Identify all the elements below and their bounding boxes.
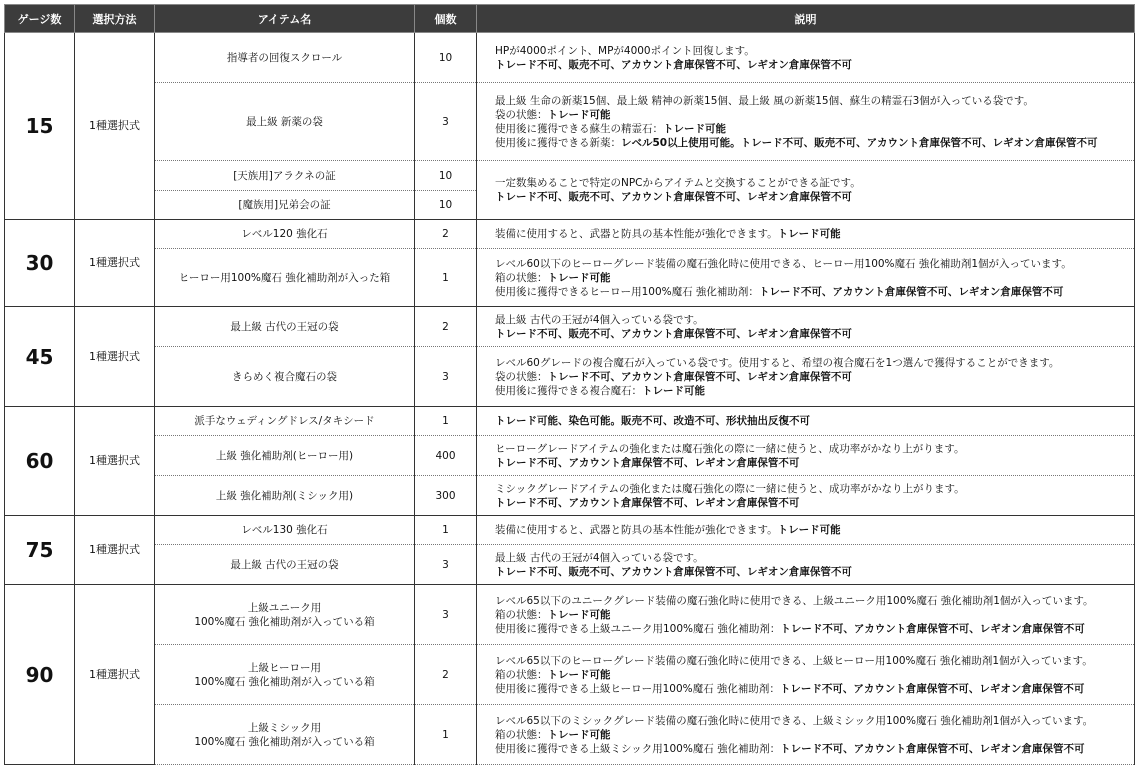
desc-bold-text: トレード不可、アカウント倉庫保管不可、レギオン倉庫保管不可 [780, 622, 1085, 635]
desc-bold-text: トレード可能 [547, 668, 611, 681]
gauge-value: 90 [5, 585, 75, 765]
desc-text: 一定数集めることで特定のNPCからアイテムと交換することができる証です。 [495, 177, 861, 189]
gauge-value: 45 [5, 307, 75, 407]
item-quantity: 300 [415, 476, 477, 516]
item-name [155, 476, 415, 516]
desc-text: 箱の状態： [495, 608, 548, 621]
desc-text: 使用後に獲得できる上級ミシック用100%魔石 強化補助剤： [495, 742, 781, 755]
item-quantity: 10 [415, 191, 477, 220]
desc-text: 装備に使用すると、武器と防具の基本性能が強化できます。 [495, 228, 778, 240]
selection-method: 1種選択式 [75, 307, 155, 407]
desc-bold-text: トレード可能 [547, 271, 611, 284]
desc-text: 使用後に獲得できる上級ヒーロー用100%魔石 強化補助剤： [495, 682, 780, 695]
desc-bold-text: トレード可能 [777, 228, 841, 240]
item-quantity: 1 [415, 249, 477, 307]
item-quantity: 1 [415, 705, 477, 765]
desc-text: 箱の状態： [495, 668, 548, 681]
item-name-text: 最上級 古代の王冠の袋 [230, 320, 339, 333]
item-quantity: 10 [415, 33, 477, 83]
desc-bold-text: トレード可能 [547, 608, 611, 621]
item-name [155, 436, 415, 476]
table-row [5, 545, 1135, 585]
item-name-text: 派手なウェディングドレス/タキシード [194, 415, 375, 427]
desc-text: 使用後に獲得できる上級ユニーク用100%魔石 強化補助剤： [495, 622, 781, 635]
desc-bold-text: トレード不可、アカウント倉庫保管不可、レギオン倉庫保管不可 [547, 370, 852, 383]
item-quantity: 3 [415, 83, 477, 161]
item-name [155, 516, 415, 545]
gauge-value: 15 [5, 33, 75, 220]
desc-bold-text: トレード不可、販売不可、アカウント倉庫保管不可、レギオン倉庫保管不可 [495, 327, 852, 340]
desc-bold-text: トレード不可、販売不可、アカウント倉庫保管不可、レギオン倉庫保管不可 [495, 565, 852, 578]
desc-text: ヒーローグレードアイテムの強化または魔石強化の際に一緒に使うと、成功率がかなり上がります。 [495, 442, 965, 455]
desc-bold-text: トレード可能 [663, 122, 726, 135]
item-name-text: 100%魔石 強化補助剤が入っている箱 [194, 735, 375, 748]
desc-text: 使用後に獲得できるヒーロー用100%魔石 強化補助剤： [495, 285, 759, 298]
desc-bold-text: トレード不可、販売不可、アカウント倉庫保管不可、レギオン倉庫保管不可 [495, 58, 852, 71]
desc-bold-text: トレード不可、アカウント倉庫保管不可、レギオン倉庫保管不可 [779, 682, 1085, 695]
table-row [5, 585, 1135, 645]
table-row [5, 161, 1135, 191]
table-row [5, 33, 1135, 83]
table-row [5, 220, 1135, 249]
desc-bold-text: トレード可能、染色可能。販売不可、改造不可、形状抽出反復不可 [495, 415, 810, 427]
item-name-text: 100%魔石 強化補助剤が入っている箱 [194, 675, 375, 688]
table-row [5, 249, 1135, 307]
desc-bold-text: トレード可能 [642, 384, 705, 397]
item-quantity: 10 [415, 161, 477, 191]
item-name-text: 100%魔石 強化補助剤が入っている箱 [194, 615, 375, 628]
table-row [5, 516, 1135, 545]
item-name-text: 上級ユニーク用 [247, 601, 322, 614]
table-row [5, 307, 1135, 347]
item-quantity: 3 [415, 585, 477, 645]
item-quantity: 3 [415, 347, 477, 407]
selection-method: 1種選択式 [75, 220, 155, 307]
desc-text: 使用後に獲得できる複合魔石： [495, 384, 642, 397]
item-quantity: 2 [415, 307, 477, 347]
item-quantity: 1 [415, 516, 477, 545]
desc-bold-text: トレード不可、アカウント倉庫保管不可、レギオン倉庫保管不可 [495, 456, 800, 469]
item-name [155, 307, 415, 347]
item-name [155, 347, 415, 407]
header-item: アイテム名 [155, 5, 415, 33]
item-description [477, 249, 1135, 307]
item-name [155, 191, 415, 220]
table-row [5, 476, 1135, 516]
gauge-value: 75 [5, 516, 75, 585]
desc-text: ミシックグレードアイテムの強化または魔石強化の際に一緒に使うと、成功率がかなり上がります。 [495, 482, 965, 495]
selection-method: 1種選択式 [75, 407, 155, 516]
selection-method: 1種選択式 [75, 585, 155, 765]
item-quantity: 2 [415, 220, 477, 249]
item-quantity: 400 [415, 436, 477, 476]
desc-text: HPが4000ポイント、MPが4000ポイント回復します。 [495, 44, 755, 57]
gauge-value: 30 [5, 220, 75, 307]
item-description [477, 585, 1135, 645]
item-name-text: 指導者の回復スクロール [226, 51, 343, 64]
item-description [477, 545, 1135, 585]
item-name [155, 645, 415, 705]
selection-method: 1種選択式 [75, 33, 155, 220]
item-description [477, 436, 1135, 476]
desc-text: 袋の状態： [495, 108, 548, 121]
item-description [477, 705, 1135, 765]
desc-bold-text: トレード不可、アカウント倉庫保管不可、レギオン倉庫保管不可 [495, 496, 800, 509]
desc-text: レベル65以下のヒーローグレード装備の魔石強化時に使用できる、上級ヒーロー用100%魔石 強化補助剤1個が入っています。 [495, 654, 1093, 667]
item-description [477, 307, 1135, 347]
item-description [477, 516, 1135, 545]
item-name-text: 最上級 古代の王冠の袋 [230, 558, 339, 571]
item-description [477, 33, 1135, 83]
item-name-text: 上級 強化補助剤(ヒーロー用) [215, 449, 354, 462]
item-description [477, 476, 1135, 516]
item-name [155, 545, 415, 585]
desc-text: レベル60以下のヒーローグレード装備の魔石強化時に使用できる、ヒーロー用100%魔石 強化補助剤1個が入っています。 [495, 257, 1072, 270]
desc-bold-text: トレード不可、アカウント倉庫保管不可、レギオン倉庫保管不可 [758, 285, 1064, 298]
item-quantity: 2 [415, 645, 477, 705]
table-row [5, 83, 1135, 161]
desc-text: レベル65以下のミシックグレード装備の魔石強化時に使用できる、上級ミシック用100%魔石 強化補助剤1個が入っています。 [495, 714, 1094, 727]
item-name-text: レベル130 強化石 [241, 524, 328, 536]
item-name-text: 上級 強化補助剤(ミシック用) [215, 489, 354, 502]
table-row [5, 645, 1135, 705]
desc-text: レベル65以下のユニークグレード装備の魔石強化時に使用できる、上級ユニーク用100%魔石 強化補助剤1個が入っています。 [495, 594, 1094, 607]
header-row [5, 5, 1135, 33]
item-name-text: 上級ミシック用 [247, 721, 322, 734]
item-quantity: 3 [415, 545, 477, 585]
table-row [5, 436, 1135, 476]
desc-text: 使用後に獲得できる蘇生の精霊石： [495, 122, 663, 135]
item-name [155, 220, 415, 249]
desc-text: 最上級 古代の王冠が4個入っている袋です。 [495, 551, 704, 564]
table-row [5, 407, 1135, 436]
desc-text: 箱の状態： [495, 271, 548, 284]
item-name [155, 249, 415, 307]
item-name [155, 407, 415, 436]
header-gauge: ゲージ数 [5, 5, 75, 33]
item-name-text: レベル120 強化石 [241, 228, 328, 240]
item-description [477, 645, 1135, 705]
item-name-text: きらめく複合魔石の袋 [232, 370, 337, 383]
header-qty: 個数 [415, 5, 477, 33]
desc-text: 最上級 生命の新薬15個、最上級 精神の新薬15個、最上級 風の新薬15個、蘇生の精霊石3個が入っている袋です。 [495, 94, 1034, 107]
desc-text: 箱の状態： [495, 728, 548, 741]
item-name [155, 705, 415, 765]
item-name [155, 161, 415, 191]
gauge-value: 60 [5, 407, 75, 516]
item-name-text: [天族用]アラクネの証 [233, 169, 336, 182]
desc-bold-text: トレード不可、販売不可、アカウント倉庫保管不可、レギオン倉庫保管不可 [495, 191, 852, 203]
item-description [477, 220, 1135, 249]
desc-text: 袋の状態： [495, 370, 548, 383]
reward-table [4, 4, 1135, 765]
header-method: 選択方法 [75, 5, 155, 33]
desc-bold-text: トレード可能 [777, 524, 841, 536]
item-quantity: 1 [415, 407, 477, 436]
desc-bold-text: トレード可能 [547, 108, 611, 121]
header-desc: 説明 [477, 5, 1135, 33]
table-row [5, 347, 1135, 407]
item-description [477, 161, 1135, 220]
item-name-text: [魔族用]兄弟会の証 [238, 199, 331, 211]
table-body [5, 33, 1135, 765]
item-name-text: ヒーロー用100%魔石 強化補助剤が入った箱 [178, 271, 391, 284]
desc-bold-text: トレード不可、アカウント倉庫保管不可、レギオン倉庫保管不可 [780, 742, 1085, 755]
item-name [155, 33, 415, 83]
item-name [155, 585, 415, 645]
desc-text: 使用後に獲得できる新薬： [495, 136, 621, 149]
desc-text: 最上級 古代の王冠が4個入っている袋です。 [495, 313, 704, 326]
item-name-text: 上級ヒーロー用 [247, 661, 322, 674]
item-description [477, 347, 1135, 407]
desc-bold-text: レベル50以上使用可能。トレード不可、販売不可、アカウント倉庫保管不可、レギオン倉庫保管不可 [621, 136, 1098, 149]
item-description [477, 83, 1135, 161]
desc-text: レベル60グレードの複合魔石が入っている袋です。使用すると、希望の複合魔石を1つ選んで獲得することができます。 [495, 356, 1060, 369]
selection-method: 1種選択式 [75, 516, 155, 585]
table-row [5, 705, 1135, 765]
item-name-text: 最上級 新薬の袋 [246, 115, 323, 128]
item-description [477, 407, 1135, 436]
desc-text: 装備に使用すると、武器と防具の基本性能が強化できます。 [495, 524, 778, 536]
desc-bold-text: トレード可能 [547, 728, 611, 741]
item-name [155, 83, 415, 161]
